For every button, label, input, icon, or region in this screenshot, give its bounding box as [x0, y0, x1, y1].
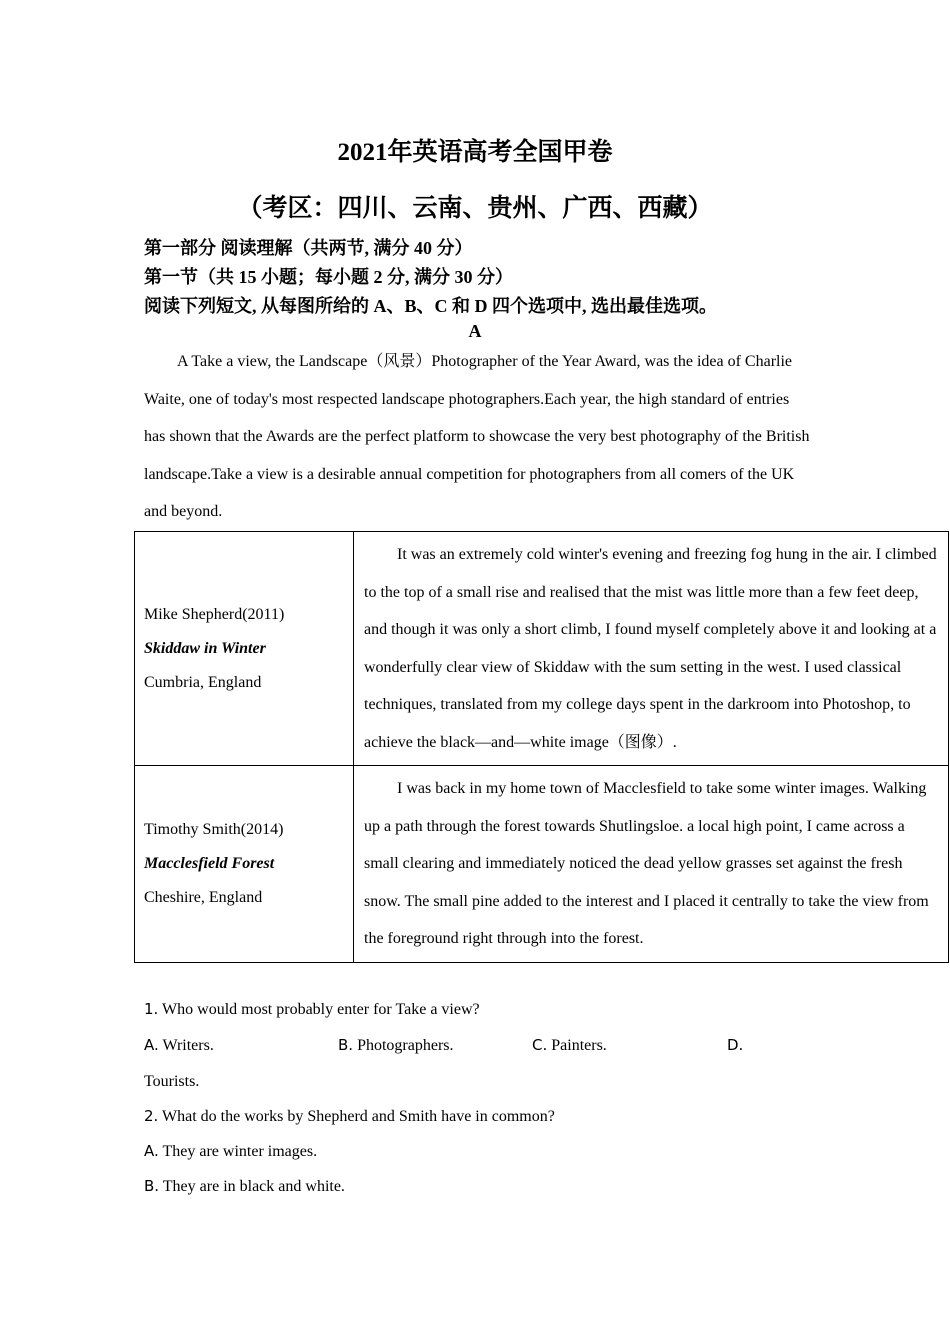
- section-instruction: 阅读下列短文, 从每图所给的 A、B、C 和 D 四个选项中, 选出最佳选项。: [144, 296, 717, 316]
- option-letter: D.: [727, 1036, 744, 1054]
- entry-place: Cheshire, England: [144, 889, 263, 906]
- entry-work-title: Macclesfield Forest: [144, 855, 275, 872]
- entry-work-title: Skiddaw in Winter: [144, 639, 266, 657]
- page-subtitle: （考区：四川、云南、贵州、广西、西藏）: [237, 195, 713, 222]
- passage-label: A: [468, 321, 482, 341]
- passage-intro: A Take a view, the Landscape（风景）Photographer of the Year Award, was the idea of Charlie Waite, one of today's most respected landscape photographers.Each year, the high standard of entries has shown that the Awards are the perfect platform to showcase the very best photography of the British landscape.Take a view is a desirable annual competition for photographers from all comers of the UK and beyond.: [144, 353, 810, 520]
- option-b[interactable]: [338, 1036, 454, 1055]
- question-1: [144, 1000, 480, 1019]
- entries-table: [134, 531, 949, 963]
- option-letter: A.: [144, 1036, 159, 1054]
- question-number: 1.: [144, 1000, 159, 1018]
- option-text: They are in black and white.: [162, 1178, 345, 1195]
- entry-text-cell: [354, 532, 949, 766]
- option-text: Painters.: [551, 1037, 607, 1054]
- option-d-text: Tourists.: [144, 1073, 200, 1090]
- option-a[interactable]: [144, 1036, 214, 1055]
- entry-info-cell: [135, 766, 354, 963]
- question-stem: Who would most probably enter for Take a view?: [162, 1001, 480, 1018]
- option-b[interactable]: [144, 1177, 345, 1196]
- question-2: [144, 1107, 555, 1126]
- option-letter: B.: [144, 1177, 160, 1195]
- option-d[interactable]: [727, 1036, 743, 1055]
- entry-text-cell: [354, 766, 949, 963]
- section-part-heading: 第一部分 阅读理解（共两节, 满分 40 分）: [144, 238, 473, 258]
- page-title: 2021年英语高考全国甲卷: [337, 139, 613, 166]
- option-letter: C.: [532, 1036, 548, 1054]
- entry-text: It was an extremely cold winter's evening and freezing fog hung in the air. I climbed to the top of a small rise and realised that the mist was little more than a few feet deep, and though it was only a short climb, I found myself completely above it and looking at a wonderfully clear view of Skiddaw with the sum setting in the west. I used classical techniques, translated from my college days spent in the darkroom into Photoshop, to achieve the black—and—white image（图像）.: [364, 546, 937, 751]
- option-text: Photographers.: [357, 1037, 454, 1054]
- option-letter: B.: [338, 1036, 354, 1054]
- table-row: [135, 766, 949, 963]
- entry-author: Timothy Smith(2014): [144, 821, 284, 838]
- question-number: 2.: [144, 1107, 159, 1125]
- option-text: They are winter images.: [162, 1143, 318, 1160]
- question-stem: What do the works by Shepherd and Smith have in common?: [162, 1108, 555, 1125]
- table-row: [135, 532, 949, 766]
- entry-info-cell: [135, 532, 354, 766]
- entry-text: I was back in my home town of Macclesfield to take some winter images. Walking up a path through the forest towards Shutlingsloe. a local high point, I came across a small clearing and immediately noticed the dead yellow grasses set against the fresh snow. The small pine added to the interest and I placed it centrally to take the view from the foreground right through into the forest.: [364, 780, 929, 948]
- option-letter: A.: [144, 1142, 159, 1160]
- entry-author: Mike Shepherd(2011): [144, 605, 285, 623]
- option-c[interactable]: [532, 1036, 607, 1055]
- entry-place: Cumbria, England: [144, 673, 262, 691]
- question-1-options: [144, 1036, 844, 1058]
- section-subpart-heading: 第一节（共 15 小题；每小题 2 分, 满分 30 分）: [144, 267, 513, 287]
- option-text: Writers.: [162, 1037, 214, 1054]
- option-a[interactable]: [144, 1142, 317, 1161]
